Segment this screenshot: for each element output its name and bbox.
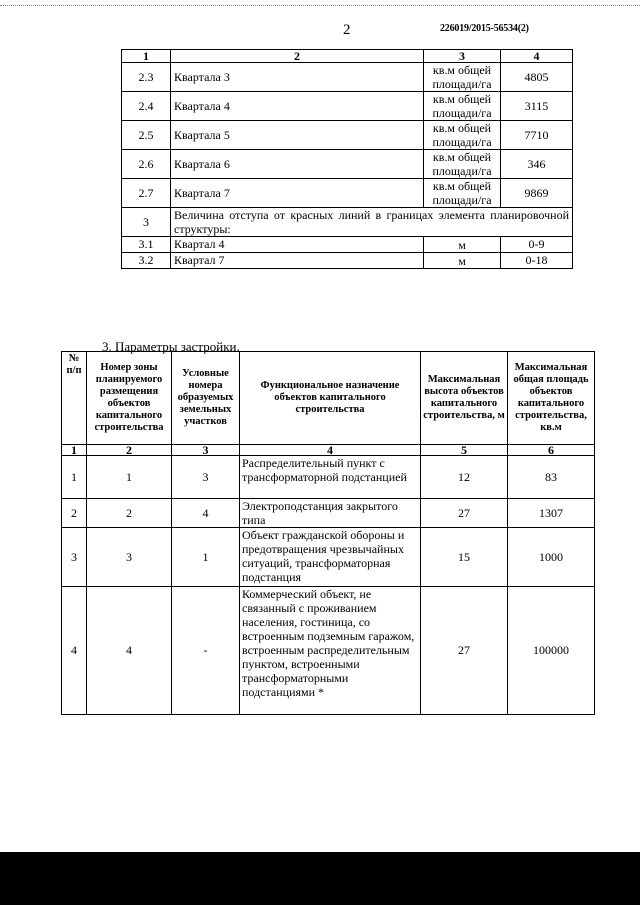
column-index: 5 xyxy=(421,445,508,456)
row-number: 1 xyxy=(62,456,87,499)
table-row xyxy=(62,499,595,528)
zone-number: 3 xyxy=(87,528,172,587)
row-value: 7710 xyxy=(501,121,573,150)
row-unit: кв.м общей площади/га xyxy=(424,150,501,179)
zone-number: 1 xyxy=(87,456,172,499)
column-index-row xyxy=(62,445,595,456)
column-header: 2 xyxy=(171,50,424,63)
scan-bottom-bar xyxy=(0,852,640,905)
row-value: 0-18 xyxy=(501,253,573,269)
row-name: Квартал 7 xyxy=(171,253,424,269)
zone-number: 4 xyxy=(87,587,172,715)
max-area: 1000 xyxy=(508,528,595,587)
row-number: 2.4 xyxy=(122,92,171,121)
row-value: 346 xyxy=(501,150,573,179)
row-number: 2.5 xyxy=(122,121,171,150)
max-height: 27 xyxy=(421,587,508,715)
max-area: 83 xyxy=(508,456,595,499)
row-unit: кв.м общей площади/га xyxy=(424,63,501,92)
row-value: 3115 xyxy=(501,92,573,121)
row-number: 3.1 xyxy=(122,237,171,253)
row-unit: м xyxy=(424,237,501,253)
plot-number: 1 xyxy=(172,528,240,587)
top-border xyxy=(0,5,640,6)
column-index: 6 xyxy=(508,445,595,456)
column-header-number: № п/п xyxy=(62,352,87,445)
row-number: 2 xyxy=(62,499,87,528)
function-text: Объект гражданской обороны и предотвращения чрезвычайных ситуаций, трансформаторная подстанция xyxy=(240,528,421,587)
table-row xyxy=(62,456,595,499)
column-header: 3 xyxy=(424,50,501,63)
row-value: 9869 xyxy=(501,179,573,208)
column-index: 1 xyxy=(62,445,87,456)
table-row xyxy=(122,63,573,92)
column-index: 3 xyxy=(172,445,240,456)
row-name: Квартала 6 xyxy=(171,150,424,179)
indicators-table xyxy=(121,49,573,269)
row-number: 2.6 xyxy=(122,150,171,179)
row-name: Квартала 7 xyxy=(171,179,424,208)
column-header-function: Функциональное назначение объектов капитального строительства xyxy=(240,352,421,445)
column-header-height: Максимальная высота объектов капитального строительства, м xyxy=(421,352,508,445)
document-id: 226019/2015-56534(2) xyxy=(440,23,529,34)
row-unit: кв.м общей площади/га xyxy=(424,179,501,208)
max-height: 12 xyxy=(421,456,508,499)
max-height: 15 xyxy=(421,528,508,587)
table-row xyxy=(122,150,573,179)
table-header-row xyxy=(122,50,573,63)
table-row xyxy=(122,237,573,253)
max-height: 27 xyxy=(421,499,508,528)
plot-number: - xyxy=(172,587,240,715)
row-number: 3 xyxy=(62,528,87,587)
row-number: 4 xyxy=(62,587,87,715)
table-row xyxy=(122,121,573,150)
column-index: 2 xyxy=(87,445,172,456)
function-text: Распределительный пункт с трансформаторной подстанцией xyxy=(240,456,421,499)
table-row xyxy=(62,587,595,715)
row-number: 2.7 xyxy=(122,179,171,208)
section-title: 3. Параметры застройки. xyxy=(102,339,240,354)
table-header-row xyxy=(62,352,595,445)
row-name: Квартала 5 xyxy=(171,121,424,150)
row-number: 2.3 xyxy=(122,63,171,92)
row-number: 3.2 xyxy=(122,253,171,269)
table-row xyxy=(122,92,573,121)
row-unit: кв.м общей площади/га xyxy=(424,121,501,150)
max-area: 100000 xyxy=(508,587,595,715)
building-parameters-table xyxy=(61,351,595,715)
row-value: 4805 xyxy=(501,63,573,92)
function-text: Электроподстанция закрытого типа xyxy=(240,499,421,528)
column-header: 4 xyxy=(501,50,573,63)
table-row xyxy=(122,208,573,237)
column-header-area: Максимальная общая площадь объектов капитального строительства, кв.м xyxy=(508,352,595,445)
function-text: Коммерческий объект, не связанный с проживанием населения, гостиница, со встроенным подземным гаражом, встроенным распределительным пунктом, встроенными трансформаторными подстанциями * xyxy=(240,587,421,715)
row-number: 3 xyxy=(122,208,171,237)
row-description: Величина отступа от красных линий в границах элемента планировочной структуры: xyxy=(171,208,573,237)
page-number: 2 xyxy=(343,22,351,38)
zone-number: 2 xyxy=(87,499,172,528)
table-row xyxy=(122,179,573,208)
column-index: 4 xyxy=(240,445,421,456)
max-area: 1307 xyxy=(508,499,595,528)
row-name: Квартала 3 xyxy=(171,63,424,92)
table-row xyxy=(62,528,595,587)
row-unit: кв.м общей площади/га xyxy=(424,92,501,121)
column-header-plot: Условные номера образуемых земельных участков xyxy=(172,352,240,445)
row-value: 0-9 xyxy=(501,237,573,253)
row-name: Квартала 4 xyxy=(171,92,424,121)
plot-number: 3 xyxy=(172,456,240,499)
plot-number: 4 xyxy=(172,499,240,528)
row-unit: м xyxy=(424,253,501,269)
table-row xyxy=(122,253,573,269)
column-header: 1 xyxy=(122,50,171,63)
row-name: Квартал 4 xyxy=(171,237,424,253)
column-header-zone: Номер зоны планируемого размещения объектов капитального строительства xyxy=(87,352,172,445)
